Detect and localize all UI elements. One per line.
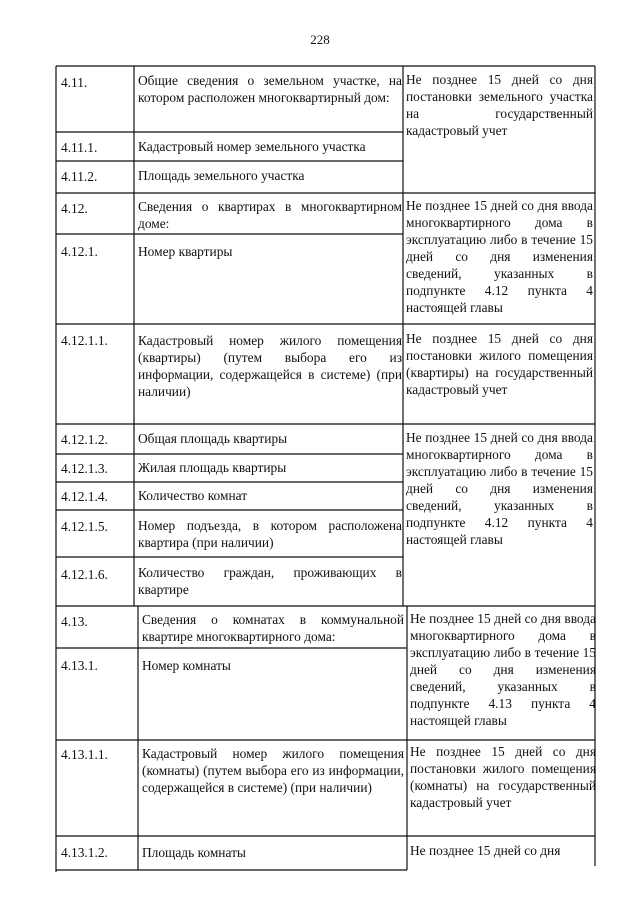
row-description: Кадастровый номер жилого помещения (квартиры) (путем выбора его из информации, содержащейся в системе) (при наличии) xyxy=(138,333,402,399)
row-number: 4.11.2. xyxy=(61,169,98,184)
row-description: Номер комнаты xyxy=(142,658,231,673)
row-number: 4.11.1. xyxy=(61,140,98,155)
submission-term: Не позднее 15 дней со дня постановки земельного участка на государственный кадастровый учет xyxy=(406,72,593,138)
submission-term: Не позднее 15 дней со дня ввода многоквартирного дома в эксплуатацию либо в течение 15 дней со дня изменения сведений, указанных в подпункте 4.12 пункта 4 настоящей главы xyxy=(406,198,593,315)
row-description: Площадь земельного участка xyxy=(138,168,305,183)
row-number: 4.12.1.4. xyxy=(61,489,108,504)
submission-term: Не позднее 15 дней со дня ввода многоквартирного дома в эксплуатацию либо в течение 15 дней со дня изменения сведений, указанных в подпункте 4.13 пункта 4 настоящей главы xyxy=(410,611,596,728)
row-number: 4.12.1.1. xyxy=(61,333,108,348)
row-number: 4.13. xyxy=(61,614,88,629)
row-number: 4.12.1.6. xyxy=(61,567,108,582)
row-number: 4.13.1.2. xyxy=(61,845,108,860)
row-number: 4.12.1.3. xyxy=(61,461,108,476)
row-description: Жилая площадь квартиры xyxy=(138,460,287,475)
row-number: 4.12.1. xyxy=(61,244,98,259)
row-description: Кадастровый номер земельного участка xyxy=(138,139,366,154)
row-description: Площадь комнаты xyxy=(142,845,246,860)
submission-term: Не позднее 15 дней со дня ввода многоквартирного дома в эксплуатацию либо в течение 15 дней со дня изменения сведений, указанных в подпункте 4.12 пункта 4 настоящей главы xyxy=(406,430,593,547)
submission-term: Не позднее 15 дней со дня постановки жилого помещения (комнаты) на государственный кадастровый учет xyxy=(410,744,596,810)
row-number: 4.11. xyxy=(61,75,88,90)
row-description: Количество комнат xyxy=(138,488,248,503)
row-description: Количество граждан, проживающих в квартире xyxy=(138,565,402,597)
row-number: 4.12.1.5. xyxy=(61,519,108,534)
row-number: 4.12. xyxy=(61,201,88,216)
row-description: Общие сведения о земельном участке, на котором расположен многоквартирный дом: xyxy=(138,73,402,105)
row-description: Общая площадь квартиры xyxy=(138,431,288,446)
row-number: 4.13.1.1. xyxy=(61,747,108,762)
page-number: 228 xyxy=(310,32,330,47)
submission-term: Не позднее 15 дней со дня постановки жилого помещения (квартиры) на государственный кадастровый учет xyxy=(406,331,593,397)
row-description: Номер подъезда, в котором расположена квартира (при наличии) xyxy=(138,518,402,550)
row-number: 4.13.1. xyxy=(61,658,98,673)
row-description: Номер квартиры xyxy=(138,244,233,259)
row-description: Кадастровый номер жилого помещения (комнаты) (путем выбора его из информации, содержащейся в системе) (при наличии) xyxy=(142,746,404,795)
row-description: Сведения о комнатах в коммунальной квартире многоквартирного дома: xyxy=(142,612,404,644)
row-number: 4.12.1.2. xyxy=(61,432,108,447)
row-description: Сведения о квартирах в многоквартирном доме: xyxy=(138,199,402,231)
submission-term: Не позднее 15 дней со дня xyxy=(410,843,561,858)
